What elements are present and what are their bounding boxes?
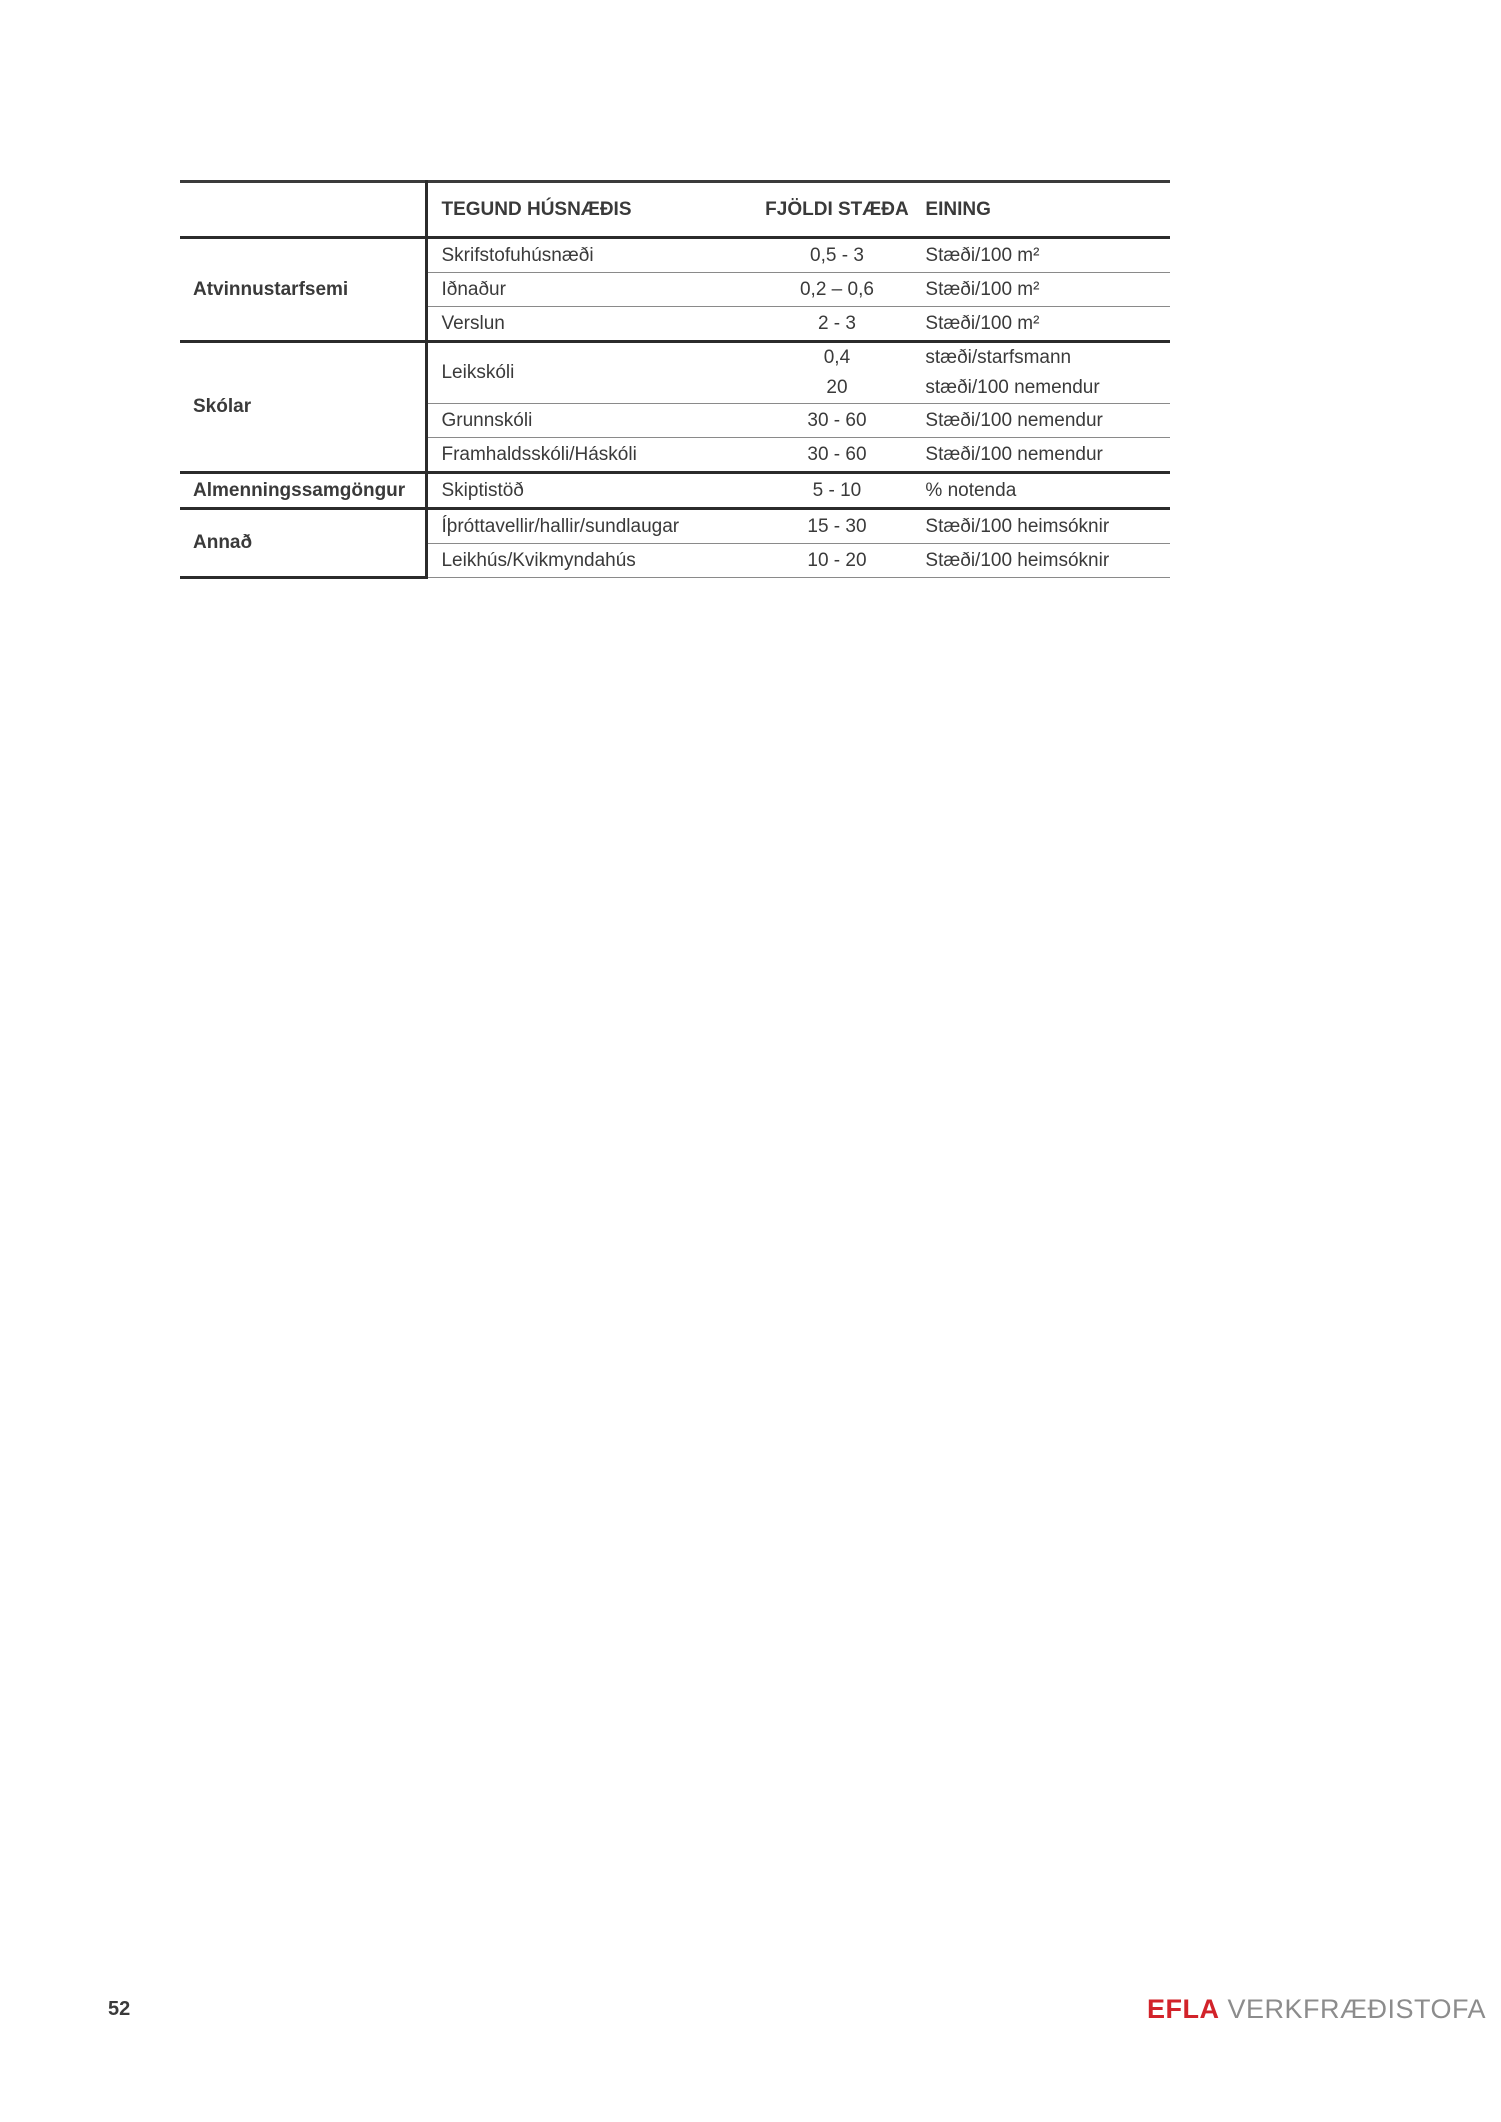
- table-row: [180, 342, 1170, 374]
- cell-type: Leikhús/Kvikmyndahús: [427, 544, 762, 578]
- cell-unit: % notenda: [912, 473, 1170, 509]
- cell-count: 2 - 3: [762, 307, 913, 342]
- cell-count: 30 - 60: [762, 404, 913, 438]
- parking-standards-table: [180, 180, 1170, 579]
- cell-type: Iðnaður: [427, 273, 762, 307]
- cell-type: Framhaldsskóli/Háskóli: [427, 438, 762, 473]
- cell-count: 0,2 – 0,6: [762, 273, 913, 307]
- cell-unit: Stæði/100 heimsóknir: [912, 509, 1170, 544]
- cell-type: Íþróttavellir/hallir/sundlaugar: [427, 509, 762, 544]
- header-count: FJÖLDI STÆÐA: [762, 182, 913, 238]
- cell-count: 15 - 30: [762, 509, 913, 544]
- logo-brand: EFLA: [1147, 1994, 1220, 2024]
- header-unit: EINING: [912, 182, 1170, 238]
- cell-type: Leikskóli: [427, 342, 762, 404]
- cell-unit: stæði/100 nemendur: [912, 373, 1170, 404]
- cell-unit: Stæði/100 nemendur: [912, 404, 1170, 438]
- cell-count: 0,5 - 3: [762, 238, 913, 273]
- cell-count: 0,4: [823, 347, 851, 368]
- cell-type: Skrifstofuhúsnæði: [427, 238, 762, 273]
- table-row: [180, 473, 1170, 509]
- header-type: TEGUND HÚSNÆÐIS: [427, 182, 762, 238]
- cell-type: Grunnskóli: [427, 404, 762, 438]
- cell-unit: Stæði/100 m²: [912, 307, 1170, 342]
- table-row: [180, 238, 1170, 273]
- page-number: 52: [108, 1998, 131, 2020]
- cell-unit: Stæði/100 m²: [912, 273, 1170, 307]
- header-corner-cell: [180, 182, 427, 238]
- group-label-skolar: Skólar: [180, 342, 427, 473]
- cell-type: Skiptistöð: [427, 473, 762, 509]
- cell-count: 20: [762, 373, 913, 404]
- cell-unit: Stæði/100 heimsóknir: [912, 544, 1170, 578]
- cell-unit: Stæði/100 nemendur: [912, 438, 1170, 473]
- table-row: [180, 509, 1170, 544]
- efla-logo: [1147, 1994, 1486, 2025]
- table-header-row: [180, 182, 1170, 238]
- group-label-almenningssamgongur: Almenningssamgöngur: [180, 473, 427, 509]
- cell-count: 10 - 20: [762, 544, 913, 578]
- logo-rest: VERKFRÆÐISTOFA: [1227, 1994, 1487, 2024]
- cell-count: 30 - 60: [762, 438, 913, 473]
- cell-type: Verslun: [427, 307, 762, 342]
- cell-unit: Stæði/100 m²: [912, 238, 1170, 273]
- cell-unit: stæði/starfsmann: [925, 347, 1072, 368]
- group-label-annad: Annað: [180, 509, 427, 578]
- group-label-atvinnustarfsemi: Atvinnustarfsemi: [180, 238, 427, 342]
- cell-count: 5 - 10: [762, 473, 913, 509]
